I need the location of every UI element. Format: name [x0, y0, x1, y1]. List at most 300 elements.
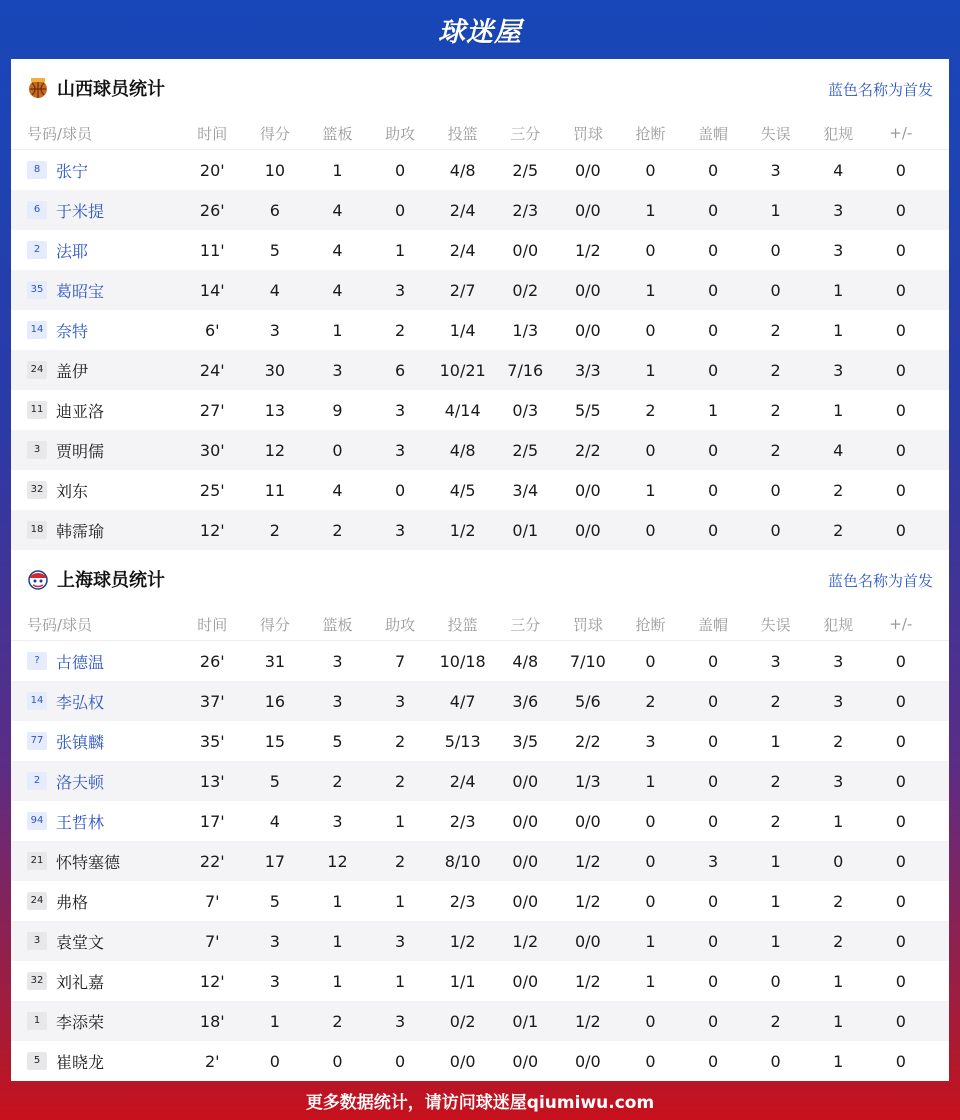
stat-cell: 11: [264, 480, 286, 500]
stat-cell: 4/8: [512, 651, 539, 671]
stat-cell: 16: [264, 691, 286, 711]
player-cell: [11, 279, 181, 302]
player-name-link[interactable]: 李添荣: [56, 1012, 105, 1032]
stat-cell: 2/3: [449, 811, 476, 831]
column-header: 失误: [760, 615, 791, 634]
stat-cell: 1/2: [574, 971, 601, 991]
stat-cell: 0: [707, 1011, 719, 1031]
stat-cell: 3: [394, 440, 406, 460]
table-row[interactable]: [11, 881, 949, 921]
player-name-link[interactable]: 怀特塞德: [56, 852, 121, 872]
stat-cell: 0: [895, 240, 906, 260]
stat-cell: 0: [895, 891, 906, 911]
stat-cell: 7: [394, 651, 406, 671]
stat-cell: 1: [394, 811, 406, 831]
stat-cell: 3: [770, 160, 781, 180]
stat-cell: 7/10: [569, 651, 606, 671]
stat-cell: 4: [833, 440, 844, 460]
stat-cell: 2/3: [449, 891, 476, 911]
stat-cell: 0: [895, 360, 906, 380]
stat-cell: 0: [895, 771, 906, 791]
player-cell: [11, 930, 181, 953]
stat-cell: 0: [707, 771, 719, 791]
stat-cell: 3: [394, 691, 406, 711]
stat-cell: 0/0: [574, 520, 601, 540]
stat-cell: 0: [707, 731, 719, 751]
player-cell: [11, 439, 181, 462]
table-row[interactable]: [11, 350, 949, 390]
stat-cell: 2: [770, 771, 781, 791]
player-cell: [11, 239, 181, 262]
stat-cell: 0: [895, 651, 906, 671]
jersey-number-badge: 18: [27, 521, 47, 539]
player-name-link[interactable]: 崔晓龙: [56, 1052, 105, 1072]
stat-cell: 1: [707, 400, 719, 420]
player-name-link[interactable]: 刘东: [56, 481, 89, 501]
stat-cell: 1: [394, 971, 406, 991]
stat-cell: 0: [332, 1051, 343, 1071]
stat-cell: 18': [199, 1011, 225, 1031]
stat-cell: 11': [199, 240, 225, 260]
stat-cell: 0: [895, 320, 906, 340]
player-name-link[interactable]: 韩霈瑜: [56, 521, 105, 541]
stat-cell: 2/4: [449, 200, 476, 220]
column-header: 篮板: [322, 615, 353, 634]
player-name-link[interactable]: 奈特: [56, 321, 89, 341]
column-header: 投篮: [447, 615, 478, 634]
stat-cell: 2: [770, 691, 781, 711]
stat-cell: 5: [269, 771, 280, 791]
stat-cell: 0: [770, 480, 781, 500]
column-header: 时间: [197, 124, 228, 143]
stat-cell: 3/6: [512, 691, 539, 711]
table-row[interactable]: [11, 641, 949, 681]
stat-cell: 0/0: [512, 811, 539, 831]
stat-cell: 0: [895, 731, 906, 751]
column-header: 三分: [510, 124, 541, 143]
stat-cell: 2: [770, 400, 781, 420]
stat-cell: 1: [833, 1051, 844, 1071]
stat-cell: 0: [645, 1011, 656, 1031]
player-name-link[interactable]: 张镇麟: [56, 732, 105, 752]
stat-cell: 1: [394, 891, 406, 911]
starter-legend-note: 蓝色名称为首发: [827, 572, 933, 590]
stat-cell: 0: [645, 160, 656, 180]
stat-cell: 1: [770, 731, 781, 751]
stat-cell: 2/2: [574, 440, 601, 460]
column-header: 投篮: [447, 124, 478, 143]
shanxi-team-logo-icon: [27, 77, 49, 99]
stat-cell: 17': [199, 811, 225, 831]
column-header: 号码/球员: [27, 615, 93, 634]
stat-cell: 0: [895, 400, 906, 420]
stat-cell: 1: [645, 971, 656, 991]
stat-cell: 1/2: [449, 931, 476, 951]
stat-cell: 3: [394, 520, 406, 540]
column-header: 盖帽: [698, 124, 729, 143]
stat-cell: 1/2: [512, 931, 539, 951]
player-cell: [11, 810, 181, 833]
jersey-number-badge: 2: [27, 772, 47, 790]
stat-cell: 1: [332, 160, 343, 180]
stat-cell: 3/3: [574, 360, 601, 380]
stat-cell: 1: [394, 240, 406, 260]
stat-cell: 0: [707, 971, 719, 991]
player-name-link[interactable]: 法耶: [56, 241, 89, 261]
stat-cell: 0: [895, 520, 906, 540]
jersey-number-badge: 8: [27, 161, 47, 179]
column-header: 犯规: [823, 615, 854, 634]
stat-cell: 0: [707, 891, 719, 911]
player-name-link[interactable]: 弗格: [56, 892, 89, 912]
stat-cell: 0: [707, 651, 719, 671]
table-row[interactable]: [11, 270, 949, 310]
player-name-link[interactable]: 袁堂文: [56, 932, 105, 952]
jersey-number-badge: 14: [27, 692, 47, 710]
table-row[interactable]: [11, 230, 949, 270]
player-cell: [11, 319, 181, 342]
stat-cell: 30: [264, 360, 286, 380]
column-header: 犯规: [823, 124, 854, 143]
column-header: +/-: [889, 615, 913, 633]
column-header: 篮板: [322, 124, 353, 143]
stat-cell: 6: [269, 200, 280, 220]
stat-cell: 2: [394, 320, 406, 340]
stat-cell: 26': [199, 651, 225, 671]
stat-cell: 5: [332, 731, 343, 751]
table-row[interactable]: [11, 841, 949, 881]
stat-cell: 10/21: [439, 360, 486, 380]
stat-cell: 0/0: [574, 480, 601, 500]
stat-cell: 15: [264, 731, 286, 751]
stat-cell: 1: [645, 931, 656, 951]
stat-cell: 0/0: [574, 280, 601, 300]
stat-cell: 24': [199, 360, 225, 380]
stat-cell: 0: [707, 440, 719, 460]
table-row[interactable]: [11, 470, 949, 510]
stat-cell: 5: [269, 240, 280, 260]
stat-cell: 20': [199, 160, 225, 180]
stat-cell: 3: [332, 651, 343, 671]
section-title: 上海球员统计: [57, 570, 165, 591]
player-name-link[interactable]: 盖伊: [56, 361, 89, 381]
stat-cell: 0/0: [574, 811, 601, 831]
stat-cell: 13': [199, 771, 225, 791]
stat-cell: 3: [833, 360, 844, 380]
stat-cell: 0: [707, 200, 719, 220]
stat-cell: 1: [770, 200, 781, 220]
team-section-shanxi: [11, 59, 949, 550]
stat-cell: 4: [332, 480, 343, 500]
shanghai-team-logo-icon: [27, 568, 49, 590]
stat-cell: 2: [833, 520, 844, 540]
player-cell: [11, 890, 181, 913]
stat-cell: 0: [394, 480, 406, 500]
stat-cell: 3/5: [512, 731, 539, 751]
stat-cell: 2: [770, 811, 781, 831]
stat-cell: 0/1: [512, 520, 539, 540]
stat-cell: 0/2: [449, 1011, 476, 1031]
player-name-link[interactable]: 王哲林: [56, 812, 105, 832]
table-row[interactable]: [11, 310, 949, 350]
table-row[interactable]: [11, 510, 949, 550]
team-section-shanghai: [11, 550, 949, 1081]
stat-cell: 0: [707, 480, 719, 500]
stat-cell: 0: [645, 320, 656, 340]
stat-cell: 1: [645, 771, 656, 791]
player-name-link[interactable]: 刘礼嘉: [56, 972, 105, 992]
stat-cell: 2/5: [512, 440, 539, 460]
column-header: 时间: [197, 615, 228, 634]
table-row[interactable]: [11, 430, 949, 470]
stat-cell: 7/16: [507, 360, 544, 380]
stat-cell: 0: [645, 1051, 656, 1071]
player-name-link[interactable]: 于米提: [56, 201, 105, 221]
stat-cell: 0/0: [449, 1051, 476, 1071]
table-row[interactable]: [11, 761, 949, 801]
player-name-link[interactable]: 葛昭宝: [56, 281, 105, 301]
stat-cell: 0: [394, 160, 406, 180]
column-header: 助攻: [385, 124, 416, 143]
stat-cell: 0/0: [512, 771, 539, 791]
player-cell: [11, 730, 181, 753]
stat-cell: 0: [895, 160, 906, 180]
stat-cell: 3/4: [512, 480, 539, 500]
stat-cell: 0: [645, 240, 656, 260]
stat-cell: 0: [895, 1051, 906, 1071]
table-row[interactable]: [11, 921, 949, 961]
column-header: 盖帽: [698, 615, 729, 634]
stat-cell: 4: [269, 811, 280, 831]
player-cell: [11, 970, 181, 993]
stat-cell: 0/1: [512, 1011, 539, 1031]
stat-cell: 3: [269, 931, 280, 951]
stat-cell: 0: [833, 851, 844, 871]
stat-cell: 3: [269, 971, 280, 991]
section-header: [11, 59, 949, 117]
stat-cell: 3: [269, 320, 280, 340]
player-name-link[interactable]: 李弘权: [56, 692, 105, 712]
stat-cell: 1: [332, 971, 343, 991]
player-cell: [11, 650, 181, 673]
stat-cell: 0: [895, 931, 906, 951]
stat-cell: 1/2: [449, 520, 476, 540]
jersey-number-badge: 35: [27, 281, 47, 299]
stat-cell: 2: [394, 851, 406, 871]
column-header: 抢断: [635, 615, 666, 634]
stat-cell: 0: [895, 480, 906, 500]
stat-cell: 7': [205, 891, 220, 911]
table-row[interactable]: [11, 190, 949, 230]
stat-cell: 9: [332, 400, 343, 420]
stat-cell: 1/2: [574, 1011, 601, 1031]
jersey-number-badge: ?: [27, 652, 47, 670]
stats-card: [11, 59, 949, 1081]
stat-cell: 13: [264, 400, 286, 420]
player-name-link[interactable]: 洛夫顿: [56, 772, 105, 792]
stat-cell: 0: [332, 440, 343, 460]
stat-cell: 35': [199, 731, 225, 751]
stat-cell: 0: [770, 520, 781, 540]
stat-cell: 3: [394, 280, 406, 300]
section-title: 山西球员统计: [57, 79, 165, 100]
stat-cell: 2: [833, 931, 844, 951]
footer-promo[interactable]: 更多数据统计，请访问球迷屋qiumiwu.com: [305, 1093, 655, 1113]
stat-cell: 22': [199, 851, 225, 871]
section-header: [11, 550, 949, 608]
stat-cell: 4/8: [449, 440, 476, 460]
jersey-number-badge: 14: [27, 321, 47, 339]
stat-cell: 0: [895, 200, 906, 220]
stat-cell: 1/2: [574, 891, 601, 911]
stat-cell: 3: [833, 200, 844, 220]
table-row[interactable]: [11, 1001, 949, 1041]
stat-cell: 3: [833, 771, 844, 791]
stat-cell: 12: [264, 440, 286, 460]
jersey-number-badge: 1: [27, 1012, 47, 1030]
stat-cell: 1/2: [574, 851, 601, 871]
stat-cell: 0/0: [574, 160, 601, 180]
stat-cell: 0: [895, 971, 906, 991]
stat-cell: 0/0: [574, 931, 601, 951]
player-name-link[interactable]: 贾明儒: [56, 441, 105, 461]
stat-cell: 17: [264, 851, 286, 871]
stat-cell: 0: [707, 280, 719, 300]
column-header: 助攻: [385, 615, 416, 634]
stat-cell: 3: [707, 851, 719, 871]
stat-cell: 10/18: [439, 651, 486, 671]
stat-cell: 0: [707, 811, 719, 831]
stat-cell: 1: [833, 400, 844, 420]
stat-cell: 2: [770, 320, 781, 340]
stat-cell: 0: [645, 520, 656, 540]
stat-cell: 0: [707, 931, 719, 951]
stat-cell: 1: [833, 280, 844, 300]
stat-cell: 0: [707, 320, 719, 340]
stat-cell: 1: [332, 320, 343, 340]
stat-cell: 4: [332, 200, 343, 220]
stat-cell: 0: [770, 240, 781, 260]
stat-cell: 3: [332, 691, 343, 711]
stat-cell: 1: [833, 811, 844, 831]
column-header: 抢断: [635, 124, 666, 143]
stat-cell: 0: [707, 520, 719, 540]
stat-cell: 37': [199, 691, 225, 711]
stat-cell: 1: [833, 971, 844, 991]
stat-cell: 10: [264, 160, 286, 180]
table-header: [11, 117, 949, 150]
stat-cell: 0: [394, 200, 406, 220]
stat-cell: 4/14: [444, 400, 481, 420]
stat-cell: 0: [269, 1051, 280, 1071]
stat-cell: 6': [205, 320, 220, 340]
stat-cell: 2: [645, 400, 656, 420]
stat-cell: 0: [895, 691, 906, 711]
stat-cell: 2: [833, 480, 844, 500]
stat-cell: 12': [199, 520, 225, 540]
table-row[interactable]: [11, 1041, 949, 1081]
player-cell: [11, 770, 181, 793]
player-cell: [11, 399, 181, 422]
stat-cell: 1/4: [449, 320, 476, 340]
stat-cell: 2: [332, 1011, 343, 1031]
stat-cell: 2/2: [574, 731, 601, 751]
player-cell: [11, 850, 181, 873]
stat-cell: 3: [833, 691, 844, 711]
stat-cell: 31: [264, 651, 286, 671]
player-name-link[interactable]: 张宁: [56, 161, 89, 181]
player-cell: [11, 1050, 181, 1073]
stat-cell: 0: [707, 160, 719, 180]
table-row[interactable]: [11, 721, 949, 761]
stat-cell: 3: [332, 811, 343, 831]
table-row[interactable]: [11, 681, 949, 721]
brand-logo[interactable]: 球迷屋: [438, 16, 522, 48]
stat-cell: 4/5: [449, 480, 476, 500]
stat-cell: 27': [199, 400, 225, 420]
stat-cell: 1/3: [574, 771, 601, 791]
player-name-link[interactable]: 古德温: [56, 652, 105, 672]
stat-cell: 1: [332, 931, 343, 951]
column-header: 罚球: [572, 124, 603, 143]
stat-cell: 25': [199, 480, 225, 500]
table-row[interactable]: [11, 801, 949, 841]
column-header: +/-: [889, 124, 913, 142]
column-header: 失误: [760, 124, 791, 143]
stat-cell: 0/0: [512, 971, 539, 991]
player-cell: [11, 479, 181, 502]
stat-cell: 0: [707, 691, 719, 711]
stat-cell: 4/7: [449, 691, 476, 711]
stat-cell: 0/0: [574, 320, 601, 340]
stat-cell: 2: [332, 520, 343, 540]
stat-cell: 5/13: [444, 731, 481, 751]
stat-cell: 0/0: [512, 1051, 539, 1071]
player-rows: [11, 150, 949, 550]
stat-cell: 0: [895, 1011, 906, 1031]
stat-cell: 14': [199, 280, 225, 300]
table-row[interactable]: [11, 390, 949, 430]
stat-cell: 1: [645, 480, 656, 500]
stat-cell: 2/5: [512, 160, 539, 180]
player-cell: [11, 359, 181, 382]
table-row[interactable]: [11, 150, 949, 190]
player-name-link[interactable]: 迪亚洛: [56, 401, 105, 421]
stat-cell: 0: [895, 440, 906, 460]
stat-cell: 26': [199, 200, 225, 220]
stat-cell: 5/6: [574, 691, 601, 711]
player-cell: [11, 1010, 181, 1033]
column-header: 三分: [510, 615, 541, 634]
jersey-number-badge: 5: [27, 1052, 47, 1070]
stat-cell: 1: [833, 320, 844, 340]
stat-cell: 0/3: [512, 400, 539, 420]
stat-cell: 0: [645, 651, 656, 671]
stat-cell: 0/0: [574, 200, 601, 220]
stat-cell: 1/2: [574, 240, 601, 260]
stat-cell: 2: [394, 771, 406, 791]
column-header: 罚球: [572, 615, 603, 634]
stat-cell: 1/1: [449, 971, 476, 991]
stat-cell: 3: [833, 240, 844, 260]
table-row[interactable]: [11, 961, 949, 1001]
stat-cell: 2: [833, 891, 844, 911]
stat-cell: 1: [332, 891, 343, 911]
stat-cell: 0/2: [512, 280, 539, 300]
app-header: [0, 0, 960, 58]
jersey-number-badge: 2: [27, 241, 47, 259]
stat-cell: 0/0: [512, 891, 539, 911]
